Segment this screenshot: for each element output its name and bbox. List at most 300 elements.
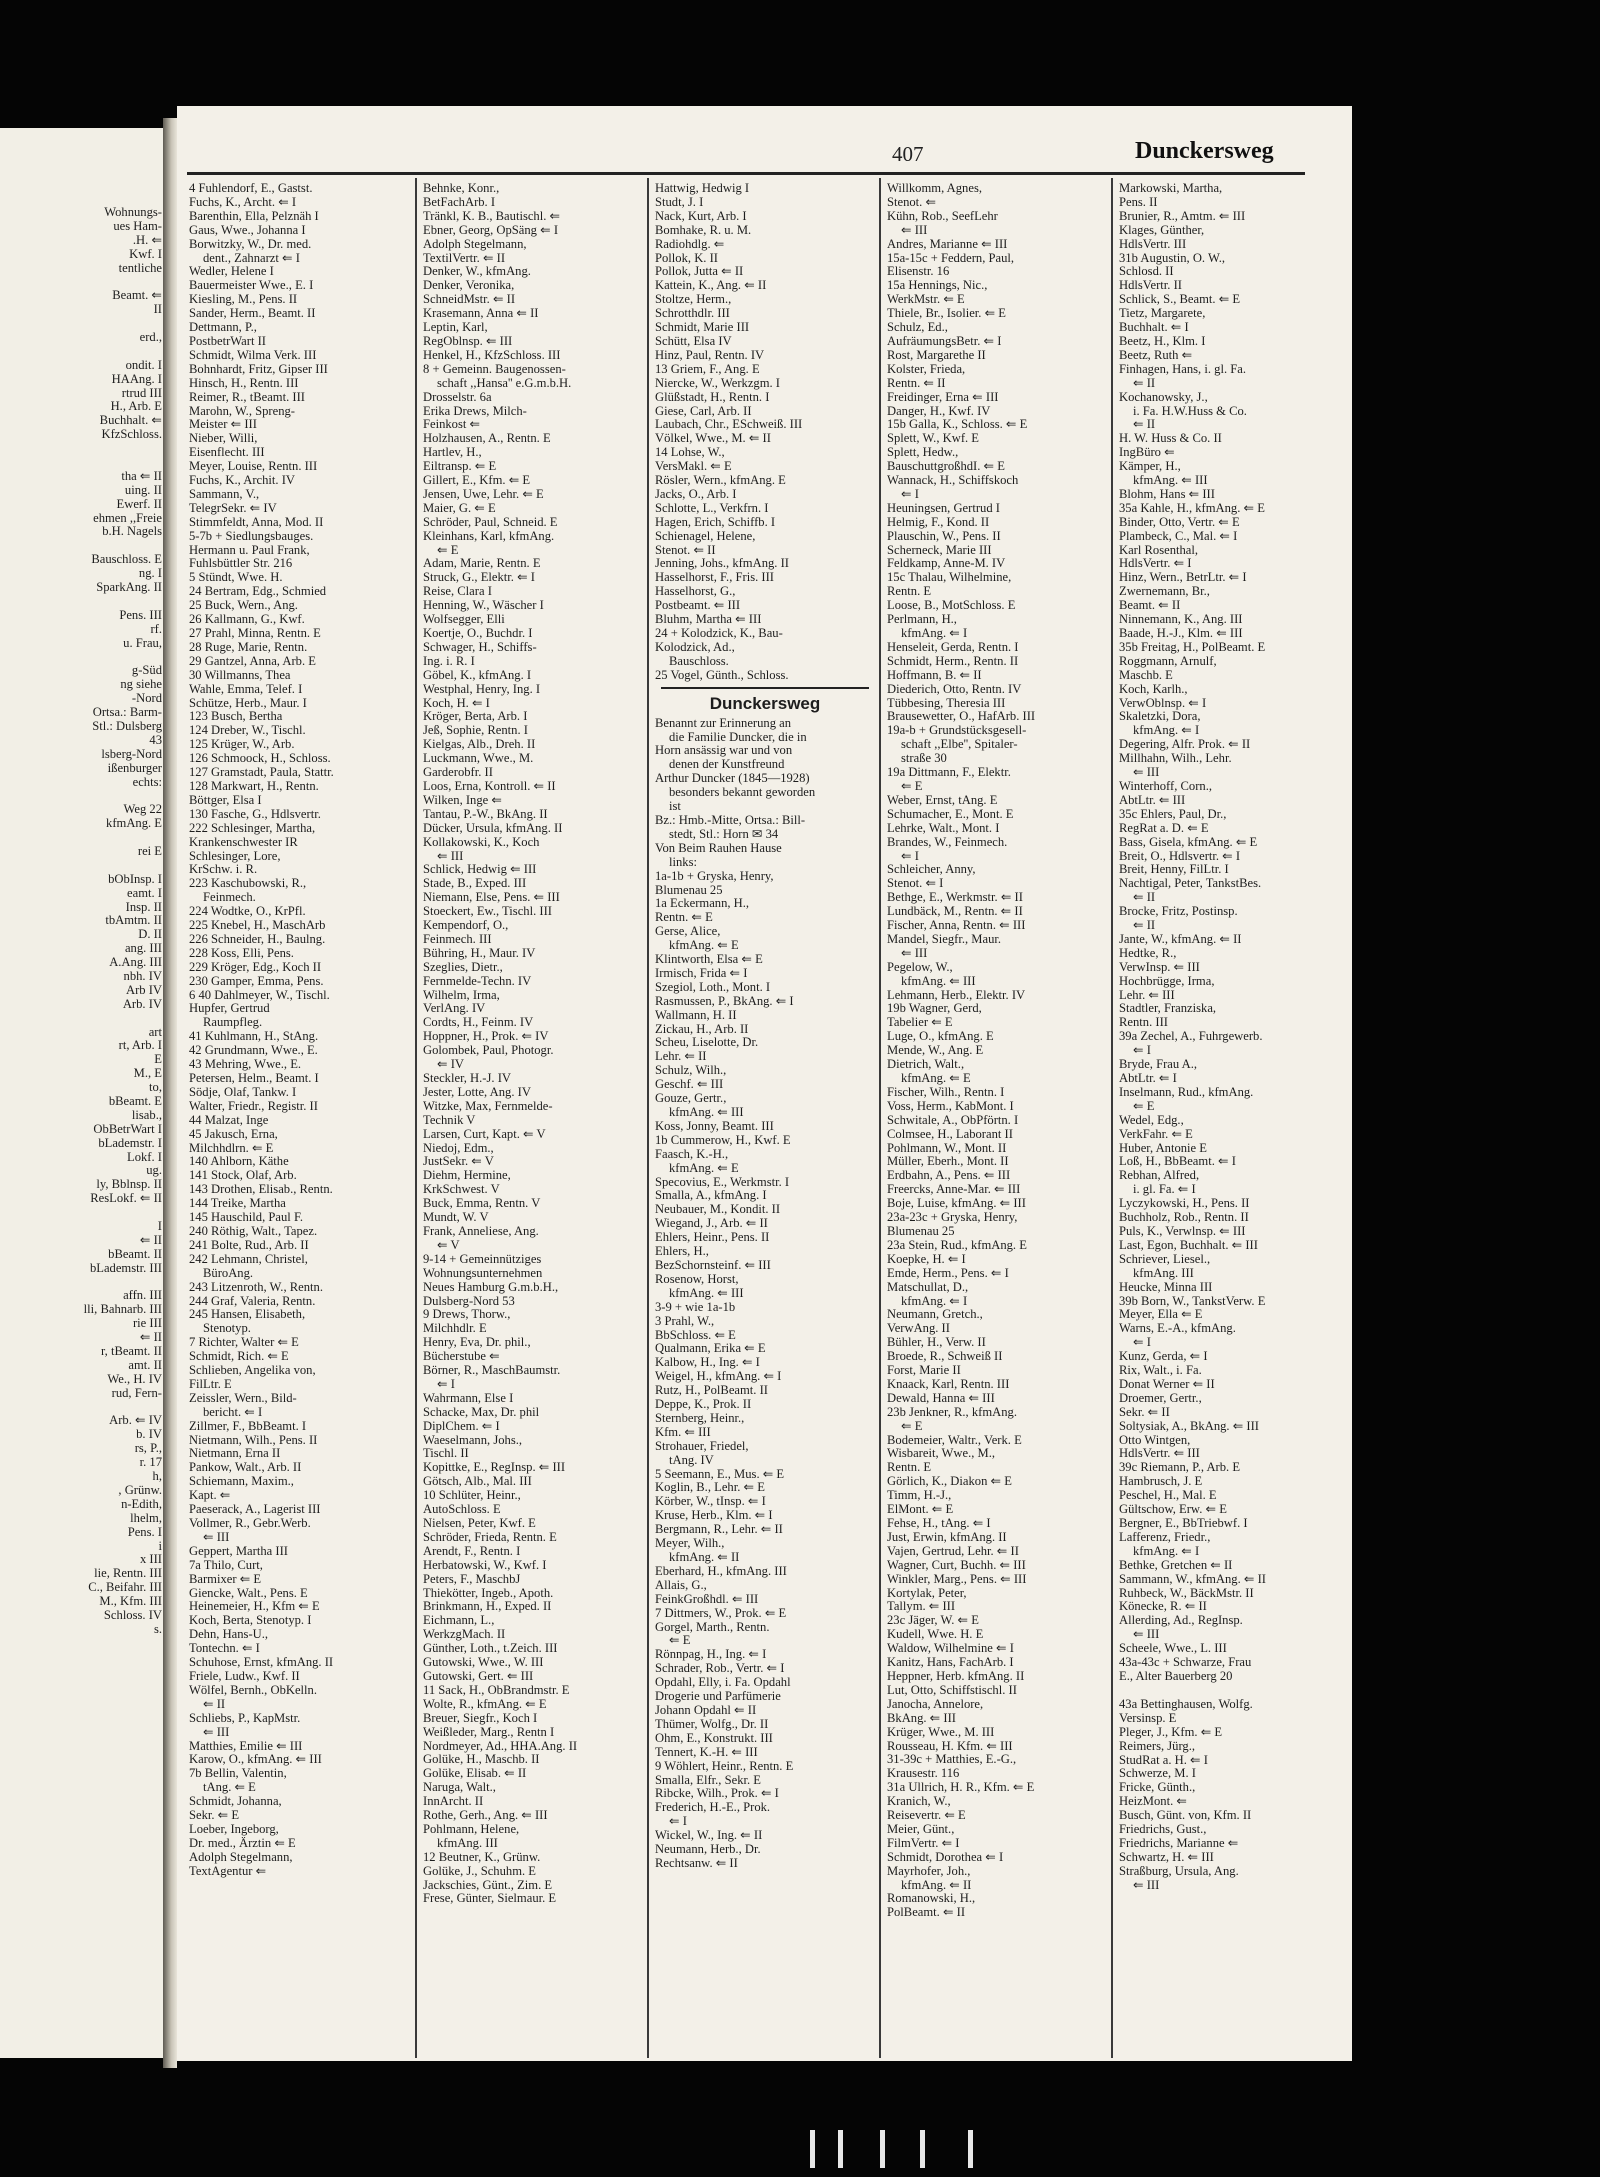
directory-entry: 31-39c + Matthies, E.-G., [887,1753,1017,1767]
directory-entry: Splett, W., Kwf. E [887,432,980,446]
directory-entry: Neumann, Gretch., [887,1308,983,1322]
directory-entry: besonders bekannt geworden [669,786,816,800]
directory-entry: Rentn. III [1119,1016,1168,1030]
directory-entry: 19b Wagner, Gerd, [887,1002,982,1016]
directory-entry: Lehr. ⇐ II [655,1050,707,1064]
previous-page-line: M., E [133,1067,162,1081]
directory-entry: 24 + Kolodzick, K., Bau- [655,627,783,640]
directory-entry: Kortylak, Peter, [887,1586,967,1600]
directory-entry: ⇐ I [1133,1336,1151,1350]
directory-entry: Wölfel, Bernh., ObKelln. [189,1683,318,1697]
directory-entry: Irmisch, Frida ⇐ I [655,966,748,980]
directory-entry: Schienagel, Helene, [655,529,756,543]
directory-entry: Boje, Luise, kfmAng. ⇐ III [887,1197,1026,1211]
directory-entry: Wedel, Edg., [1119,1113,1184,1127]
directory-entry: VerwAng. II [887,1322,950,1336]
directory-entry: Schwitale, A., ObPförtn. I [887,1113,1019,1127]
directory-entry: Sammann, V., [189,487,260,501]
directory-entry: Matschullat, D., [887,1280,969,1294]
directory-entry: Bauermeister Wwe., E. I [189,279,314,293]
directory-entry: 12 Beutner, K., Grünw. [423,1850,541,1864]
book-gutter [163,118,177,2068]
directory-entry: Thümer, Wolfg., Dr. II [655,1717,769,1731]
directory-entry: Golüke, J., Schuhm. E [423,1864,536,1878]
directory-entry: RegOblnsp. ⇐ III [423,334,513,348]
directory-entry: Schrader, Rob., Vertr. ⇐ I [655,1662,785,1676]
directory-entry: Böttger, Elsa I [189,793,262,807]
previous-page-line [2,1206,162,1220]
directory-entry: Luckmann, Wwe., M. [423,752,534,766]
directory-entry: Maier, G. ⇐ E [423,501,496,515]
directory-entry: Bergmann, R., Lehr. ⇐ II [655,1523,783,1537]
directory-entry: Wolte, R., kfmAng. ⇐ E [423,1697,547,1711]
directory-entry: Droemer, Gertr., [1119,1391,1202,1405]
directory-entry: ⇐ E [901,779,923,793]
directory-entry: Behnke, Konr., [423,182,500,195]
directory-entry: Neumann, Herb., Dr. [655,1843,761,1857]
previous-page-line: tentliche [118,261,162,275]
directory-entry: WerkzgMach. II [423,1628,506,1642]
directory-entry: Rentn. E [887,1461,932,1475]
directory-entry: 7a Thilo, Curt, [189,1558,263,1572]
directory-entry: 29 Gantzel, Anna, Arb. E [189,654,316,668]
directory-entry: Wilken, Inge ⇐ [423,793,502,807]
directory-entry: Peschel, H., Mal. E [1119,1489,1217,1503]
directory-entry: 244 Graf, Valeria, Rentn. [189,1294,316,1308]
previous-page-line: rei E [137,844,162,858]
previous-page-line: ResLokf. ⇐ II [90,1192,162,1206]
directory-entry: Södje, Olaf, Tankw. I [189,1085,297,1099]
directory-entry: Jester, Lotte, Ang. IV [423,1085,531,1099]
directory-entry: Gaus, Wwe., Johanna I [189,223,306,237]
previous-page-line: Beamt. ⇐ [112,289,162,303]
directory-entry: Versinsp. E [1119,1711,1177,1725]
previous-page-line: Ewerf. II [116,497,162,511]
previous-page-line: Buchhalt. ⇐ [99,414,162,428]
directory-entry: Kudell, Wwe. H. E [887,1628,984,1642]
directory-entry: Heinemeier, H., Kfm ⇐ E [189,1600,320,1614]
directory-entry: 11 Sack, H., ObBrandmstr. E [423,1683,570,1697]
previous-page-line: tbAmtm. II [105,914,162,928]
directory-entry: Stimmfeldt, Anna, Mod. II [189,515,324,529]
directory-entry: KrSchw. i. R. [189,863,258,877]
directory-entry: Beetz, Ruth ⇐ [1119,348,1193,362]
previous-page-line [2,595,162,609]
directory-entry: AbtLtr. ⇐ III [1119,793,1186,807]
directory-entry: Wahrmann, Else I [423,1391,514,1405]
column-2 [423,182,643,2057]
directory-entry: 224 Wodtke, O., KrPfl. [189,905,306,919]
directory-entry: Romanowski, H., [887,1892,976,1906]
directory-entry: Last, Egon, Buchhalt. ⇐ III [1119,1238,1258,1252]
directory-entry: 45 Jakusch, Erna, [189,1127,278,1141]
directory-entry: 25 Vogel, Günth., Schloss. [655,668,789,682]
previous-page-line: Arb IV [125,983,162,997]
directory-entry: Nordmeyer, Ad., HHA.Ang. II [423,1739,578,1753]
directory-entry: 15a Hennings, Nic., [887,279,988,293]
directory-entry: kfmAng. ⇐ II [669,1551,740,1564]
directory-entry: Loß, H., BbBeamt. ⇐ I [1119,1155,1236,1169]
directory-entry: Vollmer, R., Gebr.Werb. [189,1517,311,1530]
directory-entry: Jacks, O., Arb. I [655,487,737,501]
directory-entry: Meyer, Ella ⇐ E [1119,1308,1203,1322]
directory-entry: 145 Hauschild, Paul F. [189,1211,304,1225]
directory-entry: Helmig, F., Kond. II [887,515,990,529]
directory-entry: Günther, Loth., t.Zeich. III [423,1642,558,1656]
directory-entry: Schlesinger, Lore, [189,849,281,863]
previous-page-line: ⇐ II [139,1233,162,1247]
directory-entry: Beetz, H., Klm. I [1119,334,1206,348]
directory-entry: 225 Knebel, H., MaschArb [189,919,326,933]
directory-entry: denen der Kunstfreund [669,758,785,772]
directory-entry: Bergner, E., BbTriebwf. I [1119,1517,1248,1530]
directory-entry: Bühring, H., Maur. IV [423,946,536,960]
previous-page-line [2,275,162,289]
previous-page-line: x III [139,1553,162,1567]
directory-entry: Schwartz, H. ⇐ III [1119,1850,1214,1864]
previous-page-line: We., H. IV [107,1372,162,1386]
directory-entry: Schliebs, P., KapMstr. [189,1711,301,1725]
directory-entry: Gutowski, Wwe., W. III [423,1656,544,1670]
directory-entry: Wickel, W., Ing. ⇐ II [655,1829,763,1843]
directory-entry: kfmAng. ⇐ E [669,1161,739,1175]
directory-entry: Laubach, Chr., ESchweiß. III [655,418,803,432]
directory-entry: Bohnhardt, Fritz, Gipser III [189,362,328,376]
previous-page-line: ues Ham- [113,219,162,233]
directory-entry: Tennert, K.-H. ⇐ III [655,1745,758,1759]
previous-page-line: Insp. II [125,900,162,914]
previous-page-line: Stl.: Dulsberg [92,719,162,733]
directory-entry: 126 Schmoock, H., Schloss. [189,752,331,766]
directory-entry: Knaack, Karl, Rentn. III [887,1377,1010,1391]
directory-entry: Beamt. ⇐ II [1119,599,1181,613]
column-divider [415,178,417,2058]
directory-entry: Rösler, Wern., kfmAng. E [655,474,786,488]
directory-entry: stedt, Stl.: Horn ✉ 34 [669,827,779,841]
directory-page [177,106,1352,2061]
directory-entry: Koch, Berta, Stenotyp. I [189,1614,312,1628]
directory-entry: 245 Hansen, Elisabeth, [189,1308,306,1322]
directory-entry: Göbel, K., kfmAng. I [423,668,532,682]
directory-entry: Wohnungsunternehmen [423,1266,543,1280]
directory-entry: Börner, R., MaschBaumstr. [423,1364,561,1378]
directory-entry: Janocha, Annelore, [887,1697,984,1711]
directory-entry: 27 Prahl, Minna, Rentn. E [189,627,321,640]
directory-entry: Schmidt, Herm., Rentn. II [887,654,1019,668]
directory-entry: Milchhdlrn. ⇐ E [189,1141,274,1155]
directory-entry: Bücherstube ⇐ [423,1350,500,1364]
previous-page-line: bLademstr. III [89,1261,162,1275]
previous-page-line: HAAng. I [111,372,162,386]
directory-entry: Lehr. ⇐ III [1119,988,1175,1002]
directory-entry: Inselmann, Rud., kfmAng. [1119,1085,1254,1099]
directory-entry: Eberhard, H., kfmAng. III [655,1564,787,1578]
previous-page-line [2,1012,162,1026]
directory-entry: dent., Zahnarzt ⇐ I [203,251,300,265]
directory-entry: Jackschies, Günt., Zim. E [423,1878,553,1892]
directory-entry: Schrotthdlr. III [655,307,730,321]
directory-entry: Straßburg, Ursula, Ang. [1119,1864,1239,1878]
directory-entry: Koglin, B., Lehr. ⇐ E [655,1481,765,1495]
directory-entry: Diehm, Hermine, [423,1169,511,1183]
directory-entry: Steckler, H.-J. IV [423,1072,511,1085]
previous-page-line [2,442,162,456]
directory-entry: E., Alter Bauerberg 20 [1119,1669,1233,1683]
directory-entry: Winterhoff, Corn., [1119,779,1212,793]
directory-entry: 23a Stein, Rud., kfmAng. E [887,1238,1027,1252]
directory-entry: Adam, Marie, Rentn. E [423,557,541,571]
directory-entry: Krüger, Wwe., M. III [887,1725,995,1739]
directory-entry: 143 Drothen, Elisab., Rentn. [189,1183,333,1197]
previous-page-line: ang. III [124,942,162,956]
previous-page-line: H., Arb. E [110,400,162,414]
directory-entry: Stoeckert, Ew., Tischl. III [423,905,552,919]
directory-entry: kfmAng. ⇐ E [669,939,739,953]
directory-entry: 8 + Gemeinn. Baugenossen- [423,362,566,376]
directory-entry: Meister ⇐ III [189,418,257,432]
directory-entry: Denker, Veronika, [423,279,515,293]
directory-entry: Geppert, Martha III [189,1544,288,1558]
directory-entry: Friedrichs, Marianne ⇐ [1119,1836,1239,1850]
directory-entry: Fischer, Wilh., Rentn. I [887,1085,1005,1099]
directory-entry: Weigel, H., kfmAng. ⇐ I [655,1370,782,1384]
directory-entry: Wolfsegger, Elli [423,613,505,627]
directory-entry: Kolodzick, Ad., [655,640,735,654]
directory-entry: 9 Drews, Thorw., [423,1308,511,1322]
previous-page-line: uing. II [124,483,162,497]
directory-entry: Kröger, Berta, Arb. I [423,710,528,724]
previous-page-line: bLademstr. I [98,1136,162,1150]
directory-entry: Just, Erwin, kfmAng. II [887,1530,1007,1544]
directory-entry: Neubauer, M., Kondit. II [655,1203,781,1217]
previous-page-line: ondit. I [125,358,162,372]
directory-entry: Studt, J. I [655,195,704,209]
directory-entry: IngBüro ⇐ [1119,446,1175,460]
previous-page-line [2,1276,162,1290]
directory-entry: Fricke, Günth., [1119,1781,1196,1795]
directory-entry: Diederich, Otto, Rentn. IV [887,682,1022,696]
previous-page-line [2,539,162,553]
directory-entry: 140 Ahlborn, Käthe [189,1155,289,1169]
directory-entry: Paeserack, A., Lagerist III [189,1503,321,1517]
directory-entry: Marohn, W., Spreng- [189,404,295,418]
directory-entry: straße 30 [901,752,947,766]
previous-page-line: lsberg-Nord [101,747,162,761]
previous-page-line: r. 17 [139,1456,162,1470]
directory-entry: Naruga, Walt., [423,1781,496,1795]
directory-entry: Freidinger, Erna ⇐ III [887,390,999,404]
directory-entry: kfmAng. ⇐ III [901,974,976,988]
directory-entry: 13 Griem, F., Ang. E [655,362,760,376]
directory-entry: 128 Markwart, H., Rentn. [189,779,319,793]
directory-entry: Elisenstr. 16 [887,265,950,279]
directory-entry: Tallym. ⇐ III [887,1600,956,1614]
directory-entry: Pleger, J., Kfm. ⇐ E [1119,1725,1223,1739]
directory-entry: Lyczykowski, H., Pens. II [1119,1197,1250,1211]
directory-entry: Westphal, Henry, Ing. I [423,682,541,696]
column-divider [647,178,649,2058]
previous-page-line: KfzSchloss. [101,428,162,442]
directory-entry: Meyer, Wilh., [655,1537,725,1551]
column-5 [1119,182,1339,2057]
directory-entry: Rönnpag, H., Ing. ⇐ I [655,1648,767,1662]
directory-entry: Tabelier ⇐ E [887,1016,953,1030]
directory-entry: HdlsVertr. III [1119,237,1187,251]
directory-entry: kfmAng. ⇐ III [669,1106,744,1119]
directory-entry: Ruhbeck, W., BäckMstr. II [1119,1586,1254,1600]
previous-page-line: ng. I [138,567,162,581]
directory-entry: ElMont. ⇐ E [887,1503,954,1517]
directory-entry: Weber, Ernst, tAng. E [887,793,998,807]
directory-entry: Krasemann, Anna ⇐ II [423,307,539,321]
directory-entry: ⇐ I [901,487,919,501]
previous-page-line: ly, Bblnsp. II [96,1178,162,1192]
directory-entry: kfmAng. ⇐ I [901,1294,968,1308]
previous-page-line: ug. [146,1164,162,1178]
directory-entry: Hattwig, Hedwig I [655,182,750,195]
directory-entry: Walter, Friedr., Registr. II [189,1099,318,1113]
directory-entry: Raumpfleg. [203,1016,263,1030]
directory-entry: KrkSchwest. V [423,1183,500,1197]
directory-entry: StudRat a. H. ⇐ I [1119,1753,1208,1767]
previous-page-line: Bauschloss. E [91,553,162,567]
directory-entry: Wiegand, J., Arb. ⇐ II [655,1217,768,1231]
directory-entry: Bodemeier, Waltr., Verk. E [887,1433,1022,1447]
directory-entry: 7 Dittmers, W., Prok. ⇐ E [655,1606,787,1620]
directory-entry: ⇐ III [203,1725,230,1739]
directory-entry: Schlick, S., Beamt. ⇐ E [1119,293,1241,307]
directory-entry: Schumacher, E., Mont. E [887,807,1014,821]
previous-page-line: lhelm, [130,1511,162,1525]
directory-entry: Stadtler, Franziska, [1119,1002,1217,1016]
previous-page-line: Weg 22 [123,803,162,817]
directory-entry: Scherneck, Marie III [887,543,992,557]
previous-page-line: ObBetrWart I [93,1122,162,1136]
directory-entry: ⇐ E [1133,1099,1155,1113]
directory-entry: Bühler, H., Verw. II [887,1336,986,1350]
directory-entry: Faasch, K.-H., [655,1147,729,1161]
directory-entry: ⇐ II [1133,919,1156,933]
directory-entry: Radiohdlg. ⇐ [655,237,725,251]
directory-entry: 229 Kröger, Edg., Koch II [189,960,322,974]
directory-entry: Neues Hamburg G.m.b.H., [423,1280,559,1294]
directory-entry: 124 Dreber, W., Tischl. [189,724,306,738]
previous-page-line: Arb. IV [122,997,162,1011]
directory-entry: Willkomm, Agnes, [887,182,982,195]
directory-entry: Schacke, Max, Dr. phil [423,1405,540,1419]
directory-entry: 44 Malzat, Inge [189,1113,269,1127]
previous-page-line: ⇐ II [139,1331,162,1345]
directory-entry: Horn ansässig war und von [655,744,793,758]
directory-entry: Rentn. ⇐ II [887,376,946,390]
directory-entry: Gerse, Alice, [655,925,721,939]
directory-entry: Strohauer, Friedel, [655,1439,749,1453]
directory-entry: Ohm, E., Konstrukt. III [655,1731,773,1745]
directory-entry: 7b Bellin, Valentin, [189,1767,287,1781]
previous-page-line: SparkAng. II [96,581,162,595]
previous-page-line: bObInsp. I [108,872,162,886]
directory-entry: ⇐ I [437,1377,455,1391]
directory-entry: PolBeamt. ⇐ II [887,1906,966,1920]
directory-entry: Larsen, Curt, Kapt. ⇐ V [423,1127,546,1141]
directory-entry: Von Beim Rauhen Hause [655,841,782,855]
directory-entry: ⇐ III [901,946,928,960]
directory-entry: kfmAng. ⇐ III [1133,474,1208,488]
directory-entry: Fehse, H., tAng. ⇐ I [887,1517,991,1530]
directory-entry: Schmidt, Rich. ⇐ E [189,1350,289,1364]
directory-entry: VersMakl. ⇐ E [655,460,732,474]
directory-entry: Gutowski, Gert. ⇐ III [423,1669,534,1683]
directory-entry: Giencke, Walt., Pens. E [189,1586,308,1600]
directory-entry: TextilVertr. ⇐ II [423,251,506,265]
directory-entry: Huber, Antonie E [1119,1141,1207,1155]
directory-entry: Mende, W., Ang. E [887,1044,984,1058]
directory-entry: 130 Fasche, G., Hdlsvertr. [189,807,321,821]
directory-entry: Waldow, Wilhelmine ⇐ I [887,1642,1014,1656]
directory-entry: Ribcke, Wilh., Prok. ⇐ I [655,1787,779,1801]
directory-entry: Ing. i. R. I [423,654,475,668]
directory-entry: ⇐ IV [437,1058,464,1072]
previous-page-line: tha ⇐ II [121,469,162,483]
previous-page-line: to, [149,1081,162,1095]
directory-entry: Benannt zur Erinnerung an [655,716,792,730]
directory-entry: ⇐ II [1133,418,1156,432]
directory-entry: kfmAng. ⇐ E [901,1072,971,1085]
directory-entry: 23c Jäger, W. ⇐ E [887,1614,979,1628]
directory-entry: Meyer, Louise, Rentn. III [189,460,318,474]
directory-entry: Ehlers, H., [655,1245,709,1259]
directory-entry: ⇐ V [437,1238,460,1252]
previous-page-line [2,1401,162,1415]
directory-entry: Hupfer, Gertrud [189,1002,270,1016]
directory-entry: Kunz, Gerda, ⇐ I [1119,1350,1208,1364]
running-head: Dunckersweg [1135,138,1274,164]
directory-entry: 41 Kuhlmann, H., StAng. [189,1030,319,1044]
directory-entry: TelegrSekr. ⇐ IV [189,501,277,515]
directory-entry: Kochanowsky, J., [1119,390,1208,404]
directory-entry: schaft ,,Elbe'', Spitaler- [901,738,1018,752]
directory-entry: Krankenschwester IR [189,835,298,849]
directory-entry: Splett, Hedw., [887,446,959,460]
directory-entry: Hermann u. Paul Frank, [189,543,310,557]
previous-page-line: erd., [139,331,162,345]
directory-entry: ist [669,800,681,814]
directory-entry: Gouze, Gertr., [655,1092,727,1106]
directory-entry: InnArcht. II [423,1795,484,1809]
directory-entry: Peters, F., MaschbJ [423,1572,521,1586]
directory-entry: 222 Schlesinger, Martha, [189,821,316,835]
directory-entry: 39b Born, W., TankstVerw. E [1119,1294,1266,1308]
previous-page-line [2,651,162,665]
directory-entry: Waeselmann, Johs., [423,1433,523,1447]
directory-entry: Dücker, Ursula, kfmAng. II [423,821,563,835]
directory-entry: Glüßstadt, H., Rentn. I [655,390,770,404]
directory-entry: Henkel, H., KfzSchloss. III [423,348,561,362]
directory-entry: Hartlev, H., [423,446,482,460]
directory-entry: Tietz, Margarete, [1119,307,1206,321]
directory-entry: Rutz, H., PolBeamt. II [655,1384,768,1398]
directory-entry: Busch, Günt. von, Kfm. II [1119,1809,1252,1823]
directory-entry: 230 Gamper, Emma, Pens. [189,974,324,988]
directory-entry: Rosenow, Horst, [655,1272,739,1286]
directory-entry: ⇐ II [203,1697,226,1711]
directory-entry: Matthies, Emilie ⇐ III [189,1739,303,1753]
directory-entry: Fuhlsbüttler Str. 216 [189,557,293,571]
directory-entry: Stenot. ⇐ I [887,877,944,891]
directory-entry: Pens. II [1119,195,1158,209]
directory-entry: 30 Willmanns, Thea [189,668,291,682]
directory-entry: ⇐ E [437,543,459,557]
